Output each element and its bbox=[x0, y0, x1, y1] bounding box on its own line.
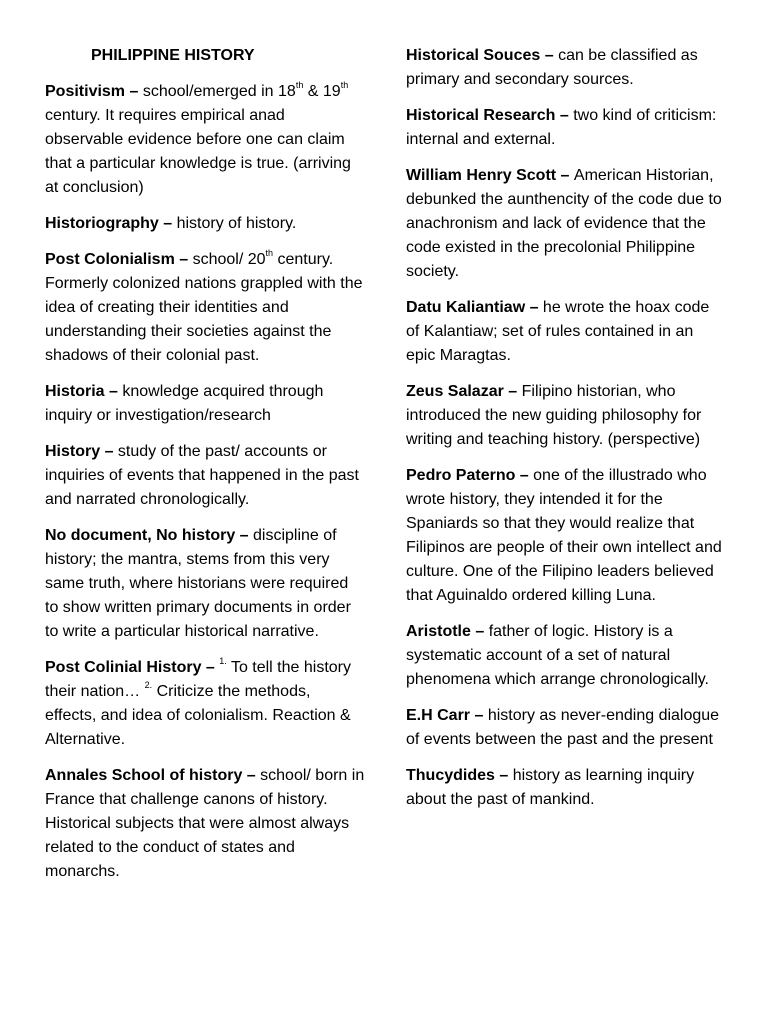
glossary-entry bbox=[45, 80, 365, 200]
entry-text: can be classified as primary and secondary sources. bbox=[406, 47, 698, 88]
glossary-entry bbox=[406, 296, 726, 368]
glossary-entry bbox=[406, 164, 726, 284]
glossary-entry bbox=[406, 464, 726, 608]
entry-term: Historiography – bbox=[45, 215, 177, 232]
entry-text: century. Formerly colonized nations grappled with the idea of creating their identities and understanding their societies against the shadows of their colonial past. bbox=[45, 251, 363, 364]
glossary-entry bbox=[406, 380, 726, 452]
entry-term: Positivism – bbox=[45, 83, 143, 100]
superscript: th bbox=[295, 79, 304, 90]
entry-text: To tell the history their nation… bbox=[45, 659, 351, 700]
entry-text: history of history. bbox=[176, 215, 297, 232]
entry-term: Historia – bbox=[45, 383, 123, 400]
entry-text: Criticize the methods, effects, and idea of colonialism. Reaction & Alternative. bbox=[45, 683, 351, 748]
entry-term: Post Colonialism – bbox=[45, 251, 193, 268]
entry-term: Thucydides – bbox=[406, 767, 513, 784]
glossary-entry bbox=[45, 440, 365, 512]
glossary-entry bbox=[45, 248, 365, 368]
entry-term: Post Colinial History – bbox=[45, 659, 220, 676]
entry-text: & 19 bbox=[303, 83, 341, 100]
glossary-entry bbox=[45, 380, 365, 428]
entry-text: knowledge acquired through inquiry or investigation/research bbox=[45, 383, 324, 424]
glossary-entry bbox=[45, 212, 365, 236]
entry-text: history as learning inquiry about the past of mankind. bbox=[406, 767, 695, 808]
superscript: th bbox=[265, 247, 274, 258]
glossary-entry bbox=[45, 524, 365, 644]
entry-term: Pedro Paterno – bbox=[406, 467, 534, 484]
superscript: 1. bbox=[219, 655, 227, 666]
glossary-entry bbox=[45, 656, 365, 752]
glossary-entry bbox=[406, 764, 726, 812]
entry-text: he wrote the hoax code of Kalantiaw; set of rules contained in an epic Maragtas. bbox=[406, 299, 710, 364]
entry-term: Historical Souces – bbox=[406, 47, 559, 64]
left-entries bbox=[45, 80, 365, 884]
entry-text: father of logic. History is a systematic account of a set of natural phenomena which arrange chronologically. bbox=[406, 623, 709, 688]
entry-text: school/ born in France that challenge canons of history. Historical subjects that were almost always related to the conduct of states and monarchs. bbox=[45, 767, 365, 880]
entry-text: study of the past/ accounts or inquiries of events that happened in the past and narrated chronologically. bbox=[45, 443, 359, 508]
entry-term: Historical Research – bbox=[406, 107, 574, 124]
entry-text: century. It requires empirical anad observable evidence before one can claim that a particular knowledge is true. (arriving at conclusion) bbox=[45, 107, 351, 196]
entry-text: American Historian, debunked the aunthencity of the code due to anachronism and lack of evidence that the code existed in the precolonial Philippine society. bbox=[406, 167, 722, 280]
entry-term: E.H Carr – bbox=[406, 707, 488, 724]
superscript: th bbox=[340, 79, 349, 90]
entry-term: Aristotle – bbox=[406, 623, 489, 640]
entry-text: Filipino historian, who introduced the new guiding philosophy for writing and teaching history. (perspective) bbox=[406, 383, 702, 448]
entry-term: No document, No history – bbox=[45, 527, 254, 544]
entry-term: Datu Kaliantiaw – bbox=[406, 299, 543, 316]
entry-text: school/emerged in 18 bbox=[142, 83, 296, 100]
entry-text: history as never-ending dialogue of events between the past and the present bbox=[406, 707, 720, 748]
right-entries bbox=[406, 44, 726, 812]
glossary-entry bbox=[406, 620, 726, 692]
entry-text: discipline of history; the mantra, stems from this very same truth, where historians were required to show written primary documents in order to write a particular historical narrative. bbox=[45, 527, 351, 640]
entry-term: Annales School of history – bbox=[45, 767, 261, 784]
glossary-entry bbox=[406, 104, 726, 152]
entry-text: school/ 20 bbox=[192, 251, 266, 268]
glossary-entry bbox=[406, 44, 726, 92]
entry-term: William Henry Scott – bbox=[406, 167, 574, 184]
entry-text: two kind of criticism: internal and external. bbox=[406, 107, 717, 148]
glossary-entry bbox=[45, 764, 365, 884]
glossary-entry bbox=[406, 704, 726, 752]
page-title: PHILIPPINE HISTORY bbox=[91, 47, 255, 64]
entry-text: one of the illustrado who wrote history, they intended it for the Spaniards so that they would realize that Filipinos are people of their own intellect and culture. One of the Filipino leaders believed that Aguinaldo ordered killing Luna. bbox=[406, 467, 722, 604]
entry-term: History – bbox=[45, 443, 118, 460]
left-column bbox=[45, 44, 365, 896]
right-column bbox=[406, 44, 726, 824]
entry-term: Zeus Salazar – bbox=[406, 383, 522, 400]
superscript: 2. bbox=[144, 679, 153, 690]
